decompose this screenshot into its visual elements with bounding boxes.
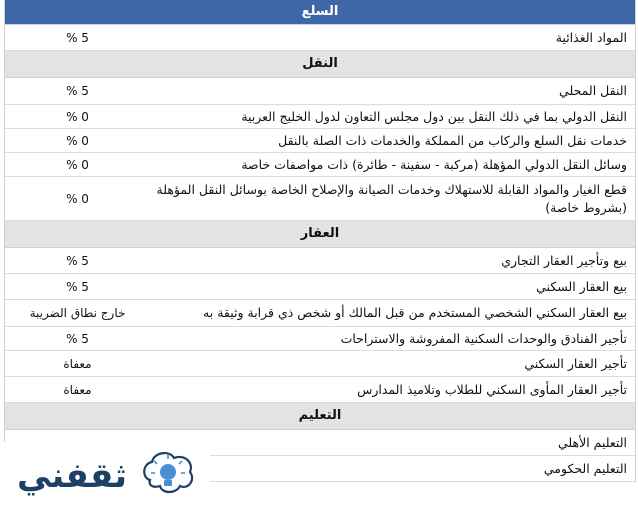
- watermark-text: ثقفني: [17, 456, 127, 496]
- row-item: النقل الدولي بما في ذلك النقل بين دول مجلس التعاون لدول الخليج العربية: [241, 108, 627, 124]
- vat-rates-table: [4, 0, 636, 482]
- row-item: بيع وتأجير العقار التجاري: [501, 252, 627, 268]
- row-rate: 0 %: [66, 109, 89, 124]
- section-header-goods: السلع: [5, 0, 635, 25]
- row-rate: 5 %: [66, 84, 89, 98]
- row-item: خدمات نقل السلع والركاب من المملكة والخدمات ذات الصلة بالنقل: [278, 132, 627, 148]
- row-item: المواد الغذائية: [555, 29, 627, 45]
- row-rate: 0 %: [66, 157, 89, 172]
- table-row: [5, 153, 635, 177]
- row-rate: 5 %: [66, 30, 89, 45]
- row-item: تأجير العقار السكني: [524, 355, 627, 371]
- watermark-logo: [0, 442, 210, 513]
- table-row: [5, 300, 635, 327]
- row-rate: 0 %: [66, 191, 89, 206]
- table-row: [5, 327, 635, 351]
- row-item: بيع العقار السكني الشخصي المستخدم من قبل المالك أو شخص ذي قرابة وثيقة به: [203, 305, 627, 320]
- row-rate: 5 %: [66, 279, 89, 294]
- row-rate: 0 %: [66, 133, 89, 148]
- table-row: [5, 351, 635, 377]
- section-header-real-estate: العقار: [5, 221, 635, 248]
- row-item: تأجير الفنادق والوحدات السكنية المفروشة والاستراحات: [340, 330, 627, 346]
- row-rate: معفاة: [63, 356, 92, 371]
- table-row: [5, 177, 635, 221]
- table-row: [5, 274, 635, 300]
- row-rate: 5 %: [66, 253, 89, 268]
- table-row: [5, 78, 635, 105]
- row-item: بيع العقار السكني: [536, 278, 627, 294]
- section-header-transport: النقل: [5, 51, 635, 78]
- row-item: قطع الغيار والمواد القابلة للاستهلاك وخدمات الصيانة والإصلاح الخاصة بوسائل النقل المؤهلة (بشروط خاصة): [156, 181, 627, 215]
- table-row: [5, 129, 635, 153]
- row-rate: معفاة: [63, 382, 92, 397]
- section-header-education: التعليم: [5, 403, 635, 430]
- table-row: [5, 248, 635, 274]
- row-item: التعليم الحكومي: [543, 460, 627, 476]
- row-rate: خارج نطاق الضريبة: [29, 306, 126, 320]
- table-row: [5, 377, 635, 403]
- row-item: تأجير العقار المأوى السكني للطلاب وتلاميذ المدارس: [357, 381, 627, 397]
- table-row: [5, 25, 635, 51]
- row-item: التعليم الأهلي: [557, 434, 627, 450]
- row-item: النقل المحلي: [559, 83, 627, 98]
- row-item: وسائل النقل الدولي المؤهلة (مركبة - سفينة - طائرة) ذات مواصفات خاصة: [241, 156, 627, 172]
- table-row: [5, 105, 635, 129]
- row-rate: 5 %: [66, 331, 89, 346]
- lightbulb-icon: [140, 450, 196, 502]
